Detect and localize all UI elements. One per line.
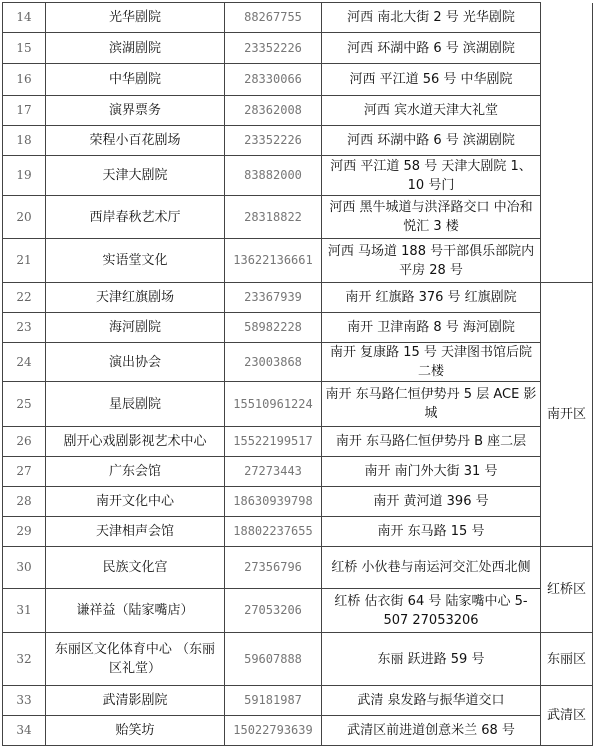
phone-number: 23367939	[225, 283, 322, 313]
phone-number: 83882000	[225, 156, 322, 196]
venue-name: 星辰剧院	[46, 382, 225, 427]
theater-table	[2, 2, 593, 746]
venue-name: 谦祥益（陆家嘴店）	[46, 589, 225, 633]
row-number: 27	[3, 457, 46, 487]
phone-number: 58982228	[225, 313, 322, 343]
row-number: 22	[3, 283, 46, 313]
phone-number: 15522199517	[225, 427, 322, 457]
venue-name: 天津相声会馆	[46, 517, 225, 547]
table-row	[3, 156, 593, 196]
table-row	[3, 633, 593, 686]
venue-name: 滨湖剧院	[46, 33, 225, 64]
table-row	[3, 196, 593, 239]
table-row	[3, 686, 593, 716]
venue-address: 南开 东马路仁恒伊势丹 5 层 ACE 影城	[322, 382, 541, 427]
table-row	[3, 33, 593, 64]
phone-number: 23352226	[225, 126, 322, 156]
district-cell: 南开区	[541, 283, 593, 547]
venue-address: 东丽 跃进路 59 号	[322, 633, 541, 686]
phone-number: 27053206	[225, 589, 322, 633]
phone-number: 18802237655	[225, 517, 322, 547]
venue-name: 南开文化中心	[46, 487, 225, 517]
venue-address: 河西 南北大街 2 号 光华剧院	[322, 3, 541, 33]
row-number: 29	[3, 517, 46, 547]
table-row	[3, 343, 593, 382]
venue-address: 武清区前进道创意米兰 68 号	[322, 716, 541, 746]
district-cell: 红桥区	[541, 547, 593, 633]
phone-number: 59607888	[225, 633, 322, 686]
row-number: 30	[3, 547, 46, 589]
row-number: 23	[3, 313, 46, 343]
venue-name: 广东会馆	[46, 457, 225, 487]
table-row	[3, 3, 593, 33]
table-row	[3, 427, 593, 457]
phone-number: 18630939798	[225, 487, 322, 517]
district-cell: 武清区	[541, 686, 593, 746]
row-number: 19	[3, 156, 46, 196]
venue-name: 演界票务	[46, 96, 225, 126]
venue-name: 中华剧院	[46, 64, 225, 96]
table-row	[3, 716, 593, 746]
row-number: 26	[3, 427, 46, 457]
phone-number: 15510961224	[225, 382, 322, 427]
venue-address: 河西 平江道 58 号 天津大剧院 1、10 号门	[322, 156, 541, 196]
venue-address: 河西 平江道 56 号 中华剧院	[322, 64, 541, 96]
phone-number: 28330066	[225, 64, 322, 96]
venue-address: 南开 复康路 15 号 天津图书馆后院二楼	[322, 343, 541, 382]
row-number: 20	[3, 196, 46, 239]
venue-address: 河西 黑牛城道与洪泽路交口 中冶和悦汇 3 楼	[322, 196, 541, 239]
venue-address: 红桥 估衣街 64 号 陆家嘴中心 5-507 27053206	[322, 589, 541, 633]
phone-number: 28362008	[225, 96, 322, 126]
table-row	[3, 239, 593, 283]
table-row	[3, 517, 593, 547]
phone-number: 23003868	[225, 343, 322, 382]
table-row	[3, 283, 593, 313]
venue-name: 荣程小百花剧场	[46, 126, 225, 156]
table-row	[3, 96, 593, 126]
row-number: 14	[3, 3, 46, 33]
row-number: 17	[3, 96, 46, 126]
venue-address: 南开 南门外大街 31 号	[322, 457, 541, 487]
row-number: 28	[3, 487, 46, 517]
venue-address: 河西 环湖中路 6 号 滨湖剧院	[322, 33, 541, 64]
venue-name: 天津大剧院	[46, 156, 225, 196]
table-row	[3, 382, 593, 427]
venue-name: 天津红旗剧场	[46, 283, 225, 313]
row-number: 31	[3, 589, 46, 633]
venue-name: 西岸春秋艺术厅	[46, 196, 225, 239]
venue-name: 武清影剧院	[46, 686, 225, 716]
table-row	[3, 589, 593, 633]
row-number: 25	[3, 382, 46, 427]
row-number: 33	[3, 686, 46, 716]
phone-number: 13622136661	[225, 239, 322, 283]
phone-number: 59181987	[225, 686, 322, 716]
row-number: 18	[3, 126, 46, 156]
venue-name: 海河剧院	[46, 313, 225, 343]
phone-number: 27273443	[225, 457, 322, 487]
venue-address: 红桥 小伙巷与南运河交汇处西北侧	[322, 547, 541, 589]
venue-address: 南开 东马路 15 号	[322, 517, 541, 547]
table-row	[3, 64, 593, 96]
row-number: 34	[3, 716, 46, 746]
venue-address: 南开 红旗路 376 号 红旗剧院	[322, 283, 541, 313]
table-row	[3, 457, 593, 487]
venue-address: 南开 黄河道 396 号	[322, 487, 541, 517]
table-row	[3, 547, 593, 589]
row-number: 16	[3, 64, 46, 96]
phone-number: 88267755	[225, 3, 322, 33]
venue-address: 南开 东马路仁恒伊势丹 B 座二层	[322, 427, 541, 457]
venue-address: 河西 马场道 188 号干部俱乐部院内平房 28 号	[322, 239, 541, 283]
phone-number: 27356796	[225, 547, 322, 589]
venue-name: 剧开心戏剧影视艺术中心	[46, 427, 225, 457]
district-cell	[541, 3, 593, 283]
row-number: 15	[3, 33, 46, 64]
phone-number: 28318822	[225, 196, 322, 239]
venue-name: 光华剧院	[46, 3, 225, 33]
district-cell: 东丽区	[541, 633, 593, 686]
venue-name: 东丽区文化体育中心 （东丽区礼堂）	[46, 633, 225, 686]
row-number: 21	[3, 239, 46, 283]
venue-address: 武清 泉发路与振华道交口	[322, 686, 541, 716]
venue-name: 民族文化宫	[46, 547, 225, 589]
venue-name: 贻笑坊	[46, 716, 225, 746]
row-number: 32	[3, 633, 46, 686]
venue-address: 南开 卫津南路 8 号 海河剧院	[322, 313, 541, 343]
table-row	[3, 487, 593, 517]
row-number: 24	[3, 343, 46, 382]
venue-name: 实语堂文化	[46, 239, 225, 283]
venue-name: 演出协会	[46, 343, 225, 382]
table-row	[3, 313, 593, 343]
venue-address: 河西 宾水道天津大礼堂	[322, 96, 541, 126]
phone-number: 23352226	[225, 33, 322, 64]
phone-number: 15022793639	[225, 716, 322, 746]
venue-address: 河西 环湖中路 6 号 滨湖剧院	[322, 126, 541, 156]
table-row	[3, 126, 593, 156]
